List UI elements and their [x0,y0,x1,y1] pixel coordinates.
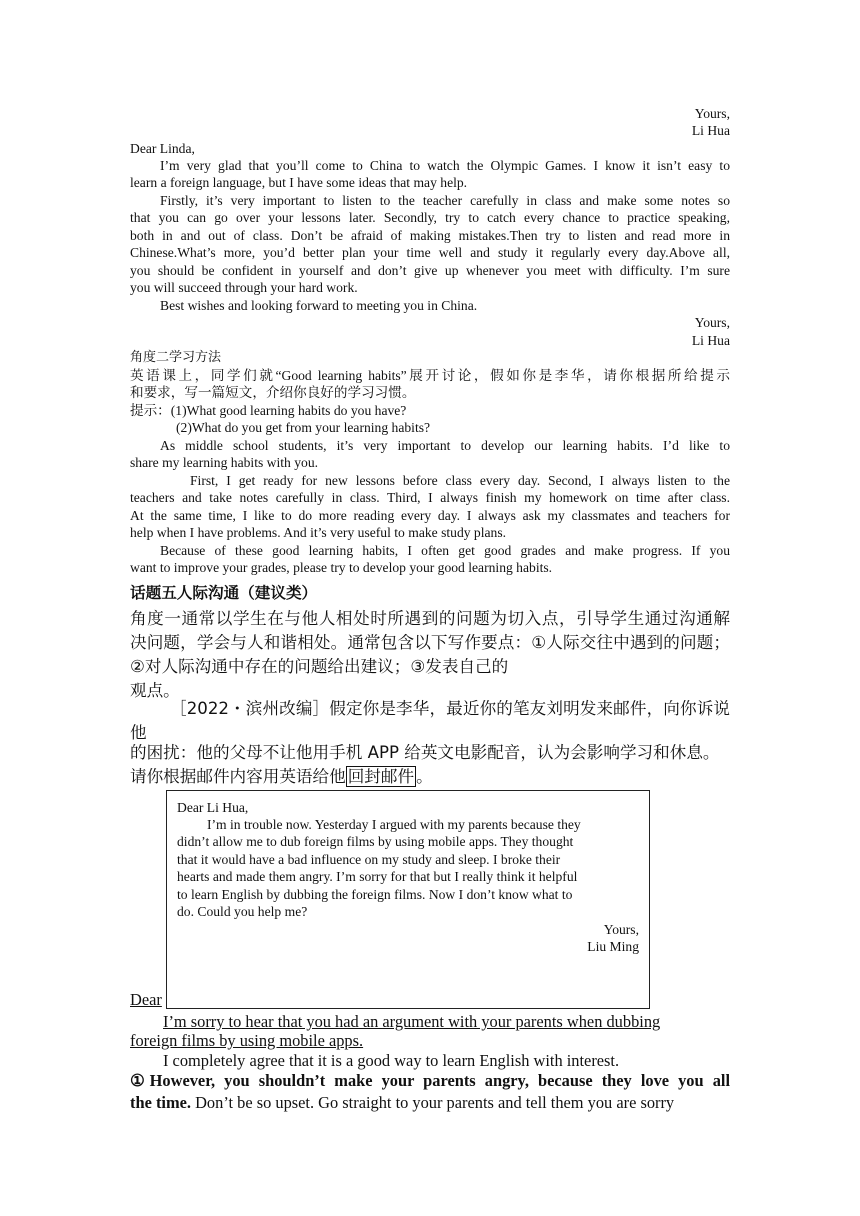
email-line: I’m in trouble now. Yesterday I argued with my parents because they [207,817,581,832]
email-line: that it would have a bad influence on my study and sleep. I broke their [177,852,561,867]
letter-paragraph-line: you should be confident in yourself and don’t give up whenever you meet with difficulty. I’m sure [130,263,730,278]
letter-paragraph-line: you will succeed through your hard work. [130,280,358,295]
essay-line: As middle school students, it’s very important to develop our learning habits. I’d like to [160,438,730,453]
prompt-line: 英语课上，同学们就“Good learning habits”展开讨论，假如你是李华，请你根据所给提示 [130,368,730,383]
email-line: didn’t allow me to dub foreign films by using mobile apps. They thought [177,834,574,849]
reply-paragraph: I completely agree that it is a good way to learn English with interest. [163,1051,620,1070]
signature-closing: Yours, [694,106,730,121]
section-heading: 角度二学习方法 [130,350,222,365]
email-greeting: Dear Li Hua, [177,800,249,815]
reply-salutation: Dear [130,990,162,1009]
essay-line: Because of these good learning habits, I often get good grades and make progress. If you [160,543,730,558]
essay-line: want to improve your grades, please try to develop your good learning habits. [130,560,553,575]
topic-intro-line: 角度一通常以学生在与他人相处时所遇到的问题为切入点，引导学生通过沟通解 [130,609,730,628]
task-line: 他 [130,723,147,742]
letter-paragraph-line: I’m very glad that you’ll come to China to watch the Olympic Games. I know it isn’t easy to [160,158,730,173]
reply-underlined-line: I’m sorry to hear that you had an argument with your parents when dubbing [163,1012,661,1031]
topic-intro-line: 观点。 [130,681,180,700]
letter-paragraph-line: Chinese.What’s more, you’d better plan your time well and study it regularly every day.Above all, [130,245,730,260]
letter-signature-name: Li Hua [691,333,730,348]
essay-line: help when I have problems. And it’s very useful to make study plans. [130,525,507,540]
letter-closing: Yours, [694,315,730,330]
email-line: do. Could you help me? [177,904,308,919]
letter-paragraph-line: both in and out of class. Don’t be afraid of making mistakes.Then try to listen and read more in [130,228,730,243]
task-text: 请你根据邮件内容用英语给他 [130,767,346,786]
letter-paragraph-line: learn a foreign language, but I have some ideas that may help. [130,175,468,190]
essay-line: First, I get ready for new lessons before class every day. Second, I always listen to the [190,473,730,488]
reply-email-boxed-keyword: 回封邮件 [347,767,415,786]
topic-intro-line: 决问题，学会与人和谐相处。通常包含以下写作要点：①人际交往中遇到的问题； [130,633,730,652]
essay-line: share my learning habits with you. [130,455,319,470]
task-text-end: 。 [416,767,433,786]
email-line: hearts and made them angry. I’m sorry for that but I really think it helpful [177,869,578,884]
email-line: to learn English by dubbing the foreign films. Now I don’t know what to [177,887,573,902]
reply-line [130,1093,730,1113]
letter-greeting: Dear Linda, [130,141,195,156]
reply-rest: Don’t be so upset. Go straight to your parents and tell them you are sorry [191,1093,675,1112]
hint-line: 提示：(1)What good learning habits do you have? [130,403,407,418]
reply-underlined-line: foreign films by using mobile apps. [130,1031,364,1050]
email-box [166,790,650,1009]
task-line [130,765,730,789]
reply-bold-end: the time. [130,1093,191,1112]
hint-line: (2)What do you get from your learning habits? [176,420,431,435]
task-line: ［2022・滨州改编］假定你是李华，最近你的笔友刘明发来邮件，向你诉说 [170,699,730,718]
email-signature-name: Liu Ming [587,939,639,954]
essay-line: At the same time, I like to do more reading every day. I always ask my classmates and teachers for [130,508,730,523]
reply-bold-sentence: ①However, you shouldn’t make your parents angry, because they love you all [130,1071,730,1090]
signature-name: Li Hua [691,123,730,138]
prompt-line: 和要求，写一篇短文，介绍你良好的学习习惯。 [130,385,416,400]
essay-line: teachers and take notes carefully in class. Third, I always finish my homework on time after class. [130,490,730,505]
topic-heading: 话题五人际沟通（建议类） [130,584,318,602]
topic-intro-line: ②对人际沟通中存在的问题给出建议；③发表自己的 [130,657,509,676]
letter-paragraph-line: Firstly, it’s very important to listen to the teacher carefully in class and make some notes so [160,193,730,208]
letter-paragraph-line: that you can go over your lessons later. Secondly, try to catch every chance to practice speaking, [130,210,730,225]
letter-paragraph-line: Best wishes and looking forward to meeting you in China. [160,298,478,313]
task-line: 的困扰：他的父母不让他用手机 APP 给英文电影配音，认为会影响学习和休息。 [130,743,720,762]
email-closing: Yours, [603,922,639,937]
